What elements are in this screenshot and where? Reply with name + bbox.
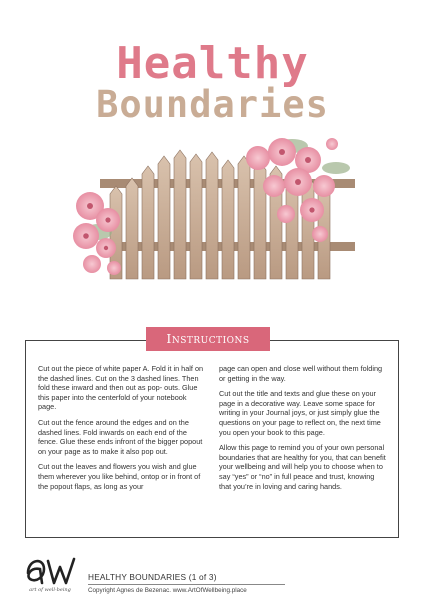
title-boundaries: Boundaries	[96, 83, 329, 126]
instruction-paragraph: Cut out the title and texts and glue these on your page in a decorative way. Leave some space for writing in your Journal joys, or just simply glue the questions on your page to reflect on, the next time you open your book to this page.	[219, 389, 381, 437]
instructions-left-column	[38, 364, 206, 497]
instructions-right-column	[219, 364, 387, 497]
instruction-paragraph: Cut out the leaves and flowers you wish and glue them wherever you like behind, ontop or in front of the popout flaps, as long as your	[38, 462, 201, 491]
footer-title: HEALTHY BOUNDARIES (1 of 3)	[88, 572, 217, 582]
instruction-paragraph: Allow this page to remind you of your own personal boundaries that are healthy for you, that can benefit your wellbeing and will help you to choose when to say “yes” or “no” in full peace and trust, knowing that you’re in loving and caring hands.	[219, 443, 386, 491]
logo-caption: art of well-being	[29, 587, 71, 593]
fence-with-flowers-illustration	[60, 124, 365, 289]
footer-copyright: Copyright Agnes de Bezenac. www.ArtOfWellbeing.place	[88, 587, 247, 594]
instruction-paragraph: Cut out the fence around the edges and on the dashed lines. Fold inwards on each end of the fence. Glue these ends infront of the bigger popout on your page as to make it also pop out.	[38, 417, 203, 456]
instruction-paragraph: page can open and close well without them folding or getting in the way.	[219, 364, 383, 383]
footer-divider	[88, 584, 285, 585]
instruction-paragraph: Cut out the piece of white paper A. Fold it in half on the dashed lines. Cut on the 3 dashed lines. Then fold these inward and then out as pop- outs. Glue this paper into the centerfold of your notebook page.	[38, 364, 204, 412]
title-healthy: Healthy	[116, 38, 309, 89]
instructions-heading: Instructions	[146, 327, 270, 351]
